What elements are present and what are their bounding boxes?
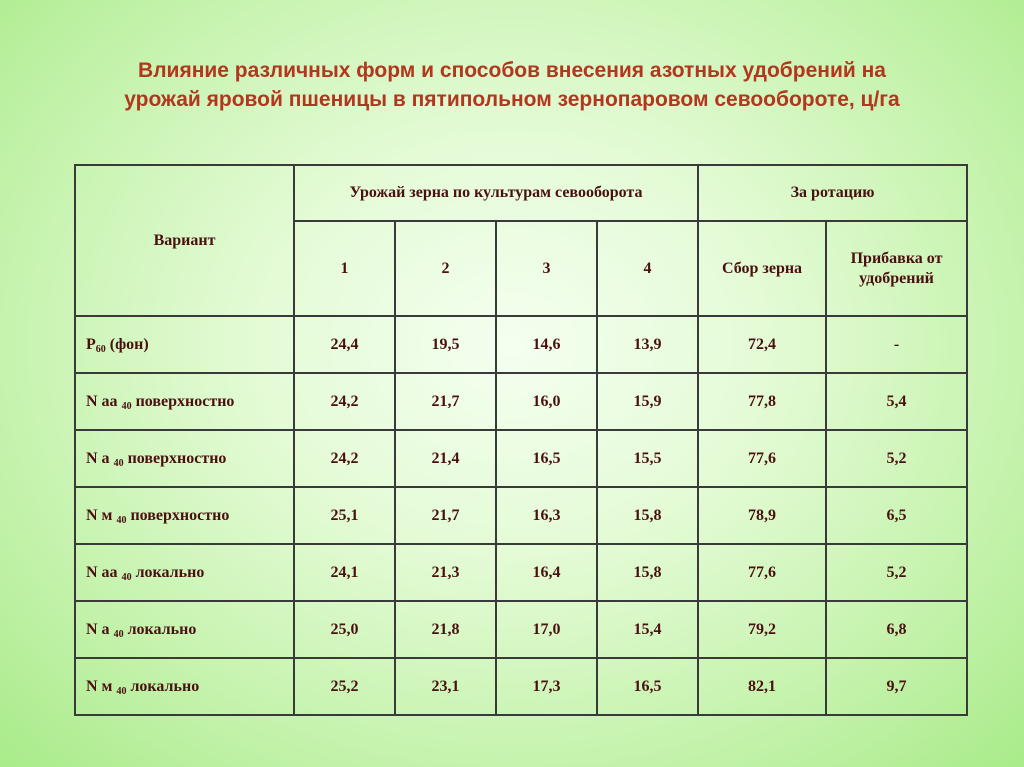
variant-subscript: 40 <box>116 514 127 526</box>
table-row <box>75 373 967 430</box>
cell-crop-4: 15,8 <box>597 544 698 601</box>
header-increase <box>826 221 967 316</box>
cell-crop-1: 24,4 <box>294 316 395 373</box>
row-variant <box>75 544 294 601</box>
variant-suffix: локально <box>123 620 197 638</box>
variant-main: N аа <box>86 392 122 410</box>
cell-increase: - <box>826 316 967 373</box>
table-row <box>75 544 967 601</box>
cell-crop-4: 13,9 <box>597 316 698 373</box>
cell-crop-1: 24,2 <box>294 430 395 487</box>
variant-main: N а <box>86 620 114 638</box>
cell-increase: 5,2 <box>826 544 967 601</box>
variant-subscript: 40 <box>113 628 124 640</box>
cell-crop-2: 21,3 <box>395 544 496 601</box>
cell-crop-1: 25,1 <box>294 487 395 544</box>
cell-crop-4: 15,8 <box>597 487 698 544</box>
cell-crop-3: 16,3 <box>496 487 597 544</box>
variant-subscript: 40 <box>116 685 127 697</box>
cell-crop-4: 16,5 <box>597 658 698 715</box>
page-title <box>0 56 1024 114</box>
header-crops-group: Урожай зерна по культурам севооборота <box>294 165 698 221</box>
cell-crop-4: 15,9 <box>597 373 698 430</box>
cell-yield: 79,2 <box>698 601 826 658</box>
cell-increase: 5,2 <box>826 430 967 487</box>
header-crop-1: 1 <box>294 221 395 316</box>
cell-crop-1: 25,2 <box>294 658 395 715</box>
cell-crop-4: 15,4 <box>597 601 698 658</box>
cell-crop-3: 17,0 <box>496 601 597 658</box>
cell-yield: 78,9 <box>698 487 826 544</box>
cell-crop-1: 24,2 <box>294 373 395 430</box>
cell-crop-3: 16,0 <box>496 373 597 430</box>
title-line-2: урожай яровой пшеницы в пятипольном зернопаровом севообороте, ц/га <box>124 88 900 111</box>
row-variant <box>75 487 294 544</box>
variant-main: N м <box>86 677 117 695</box>
cell-crop-3: 16,4 <box>496 544 597 601</box>
cell-crop-4: 15,5 <box>597 430 698 487</box>
yield-table <box>74 164 968 716</box>
title-line-1: Влияние различных форм и способов внесения азотных удобрений на <box>138 59 886 82</box>
cell-crop-2: 23,1 <box>395 658 496 715</box>
header-yield: Сбор зерна <box>698 221 826 316</box>
table-row <box>75 316 967 373</box>
header-increase-line-2: удобрений <box>859 269 934 287</box>
cell-increase: 5,4 <box>826 373 967 430</box>
table-row <box>75 658 967 715</box>
cell-crop-1: 24,1 <box>294 544 395 601</box>
variant-suffix: локально <box>131 563 205 581</box>
cell-yield: 77,6 <box>698 544 826 601</box>
cell-increase: 6,5 <box>826 487 967 544</box>
variant-suffix: поверхностно <box>131 392 235 410</box>
variant-main: P <box>86 335 96 353</box>
cell-crop-2: 21,8 <box>395 601 496 658</box>
header-crop-2: 2 <box>395 221 496 316</box>
table-row <box>75 487 967 544</box>
table-row <box>75 601 967 658</box>
cell-crop-3: 17,3 <box>496 658 597 715</box>
cell-yield: 82,1 <box>698 658 826 715</box>
variant-main: N аа <box>86 563 122 581</box>
cell-crop-2: 21,7 <box>395 373 496 430</box>
cell-crop-2: 21,7 <box>395 487 496 544</box>
row-variant <box>75 658 294 715</box>
cell-crop-1: 25,0 <box>294 601 395 658</box>
cell-yield: 77,6 <box>698 430 826 487</box>
cell-crop-3: 14,6 <box>496 316 597 373</box>
cell-yield: 72,4 <box>698 316 826 373</box>
table-row <box>75 430 967 487</box>
variant-suffix: локально <box>126 677 200 695</box>
variant-main: N а <box>86 449 114 467</box>
variant-subscript: 40 <box>121 400 132 412</box>
row-variant <box>75 430 294 487</box>
row-variant <box>75 601 294 658</box>
header-crop-3: 3 <box>496 221 597 316</box>
cell-increase: 9,7 <box>826 658 967 715</box>
variant-suffix: поверхностно <box>126 506 230 524</box>
cell-crop-3: 16,5 <box>496 430 597 487</box>
variant-subscript: 40 <box>113 457 124 469</box>
table-header-row <box>75 165 967 221</box>
variant-subscript: 40 <box>121 571 132 583</box>
variant-suffix: поверхностно <box>123 449 227 467</box>
variant-suffix: (фон) <box>105 335 149 353</box>
header-variant: Вариант <box>75 165 294 316</box>
header-crop-4: 4 <box>597 221 698 316</box>
variant-subscript: 60 <box>95 343 106 355</box>
cell-crop-2: 19,5 <box>395 316 496 373</box>
header-increase-line-1: Прибавка от <box>850 249 943 267</box>
row-variant <box>75 316 294 373</box>
variant-main: N м <box>86 506 117 524</box>
cell-increase: 6,8 <box>826 601 967 658</box>
cell-yield: 77,8 <box>698 373 826 430</box>
row-variant <box>75 373 294 430</box>
cell-crop-2: 21,4 <box>395 430 496 487</box>
header-rotation-group: За ротацию <box>698 165 967 221</box>
